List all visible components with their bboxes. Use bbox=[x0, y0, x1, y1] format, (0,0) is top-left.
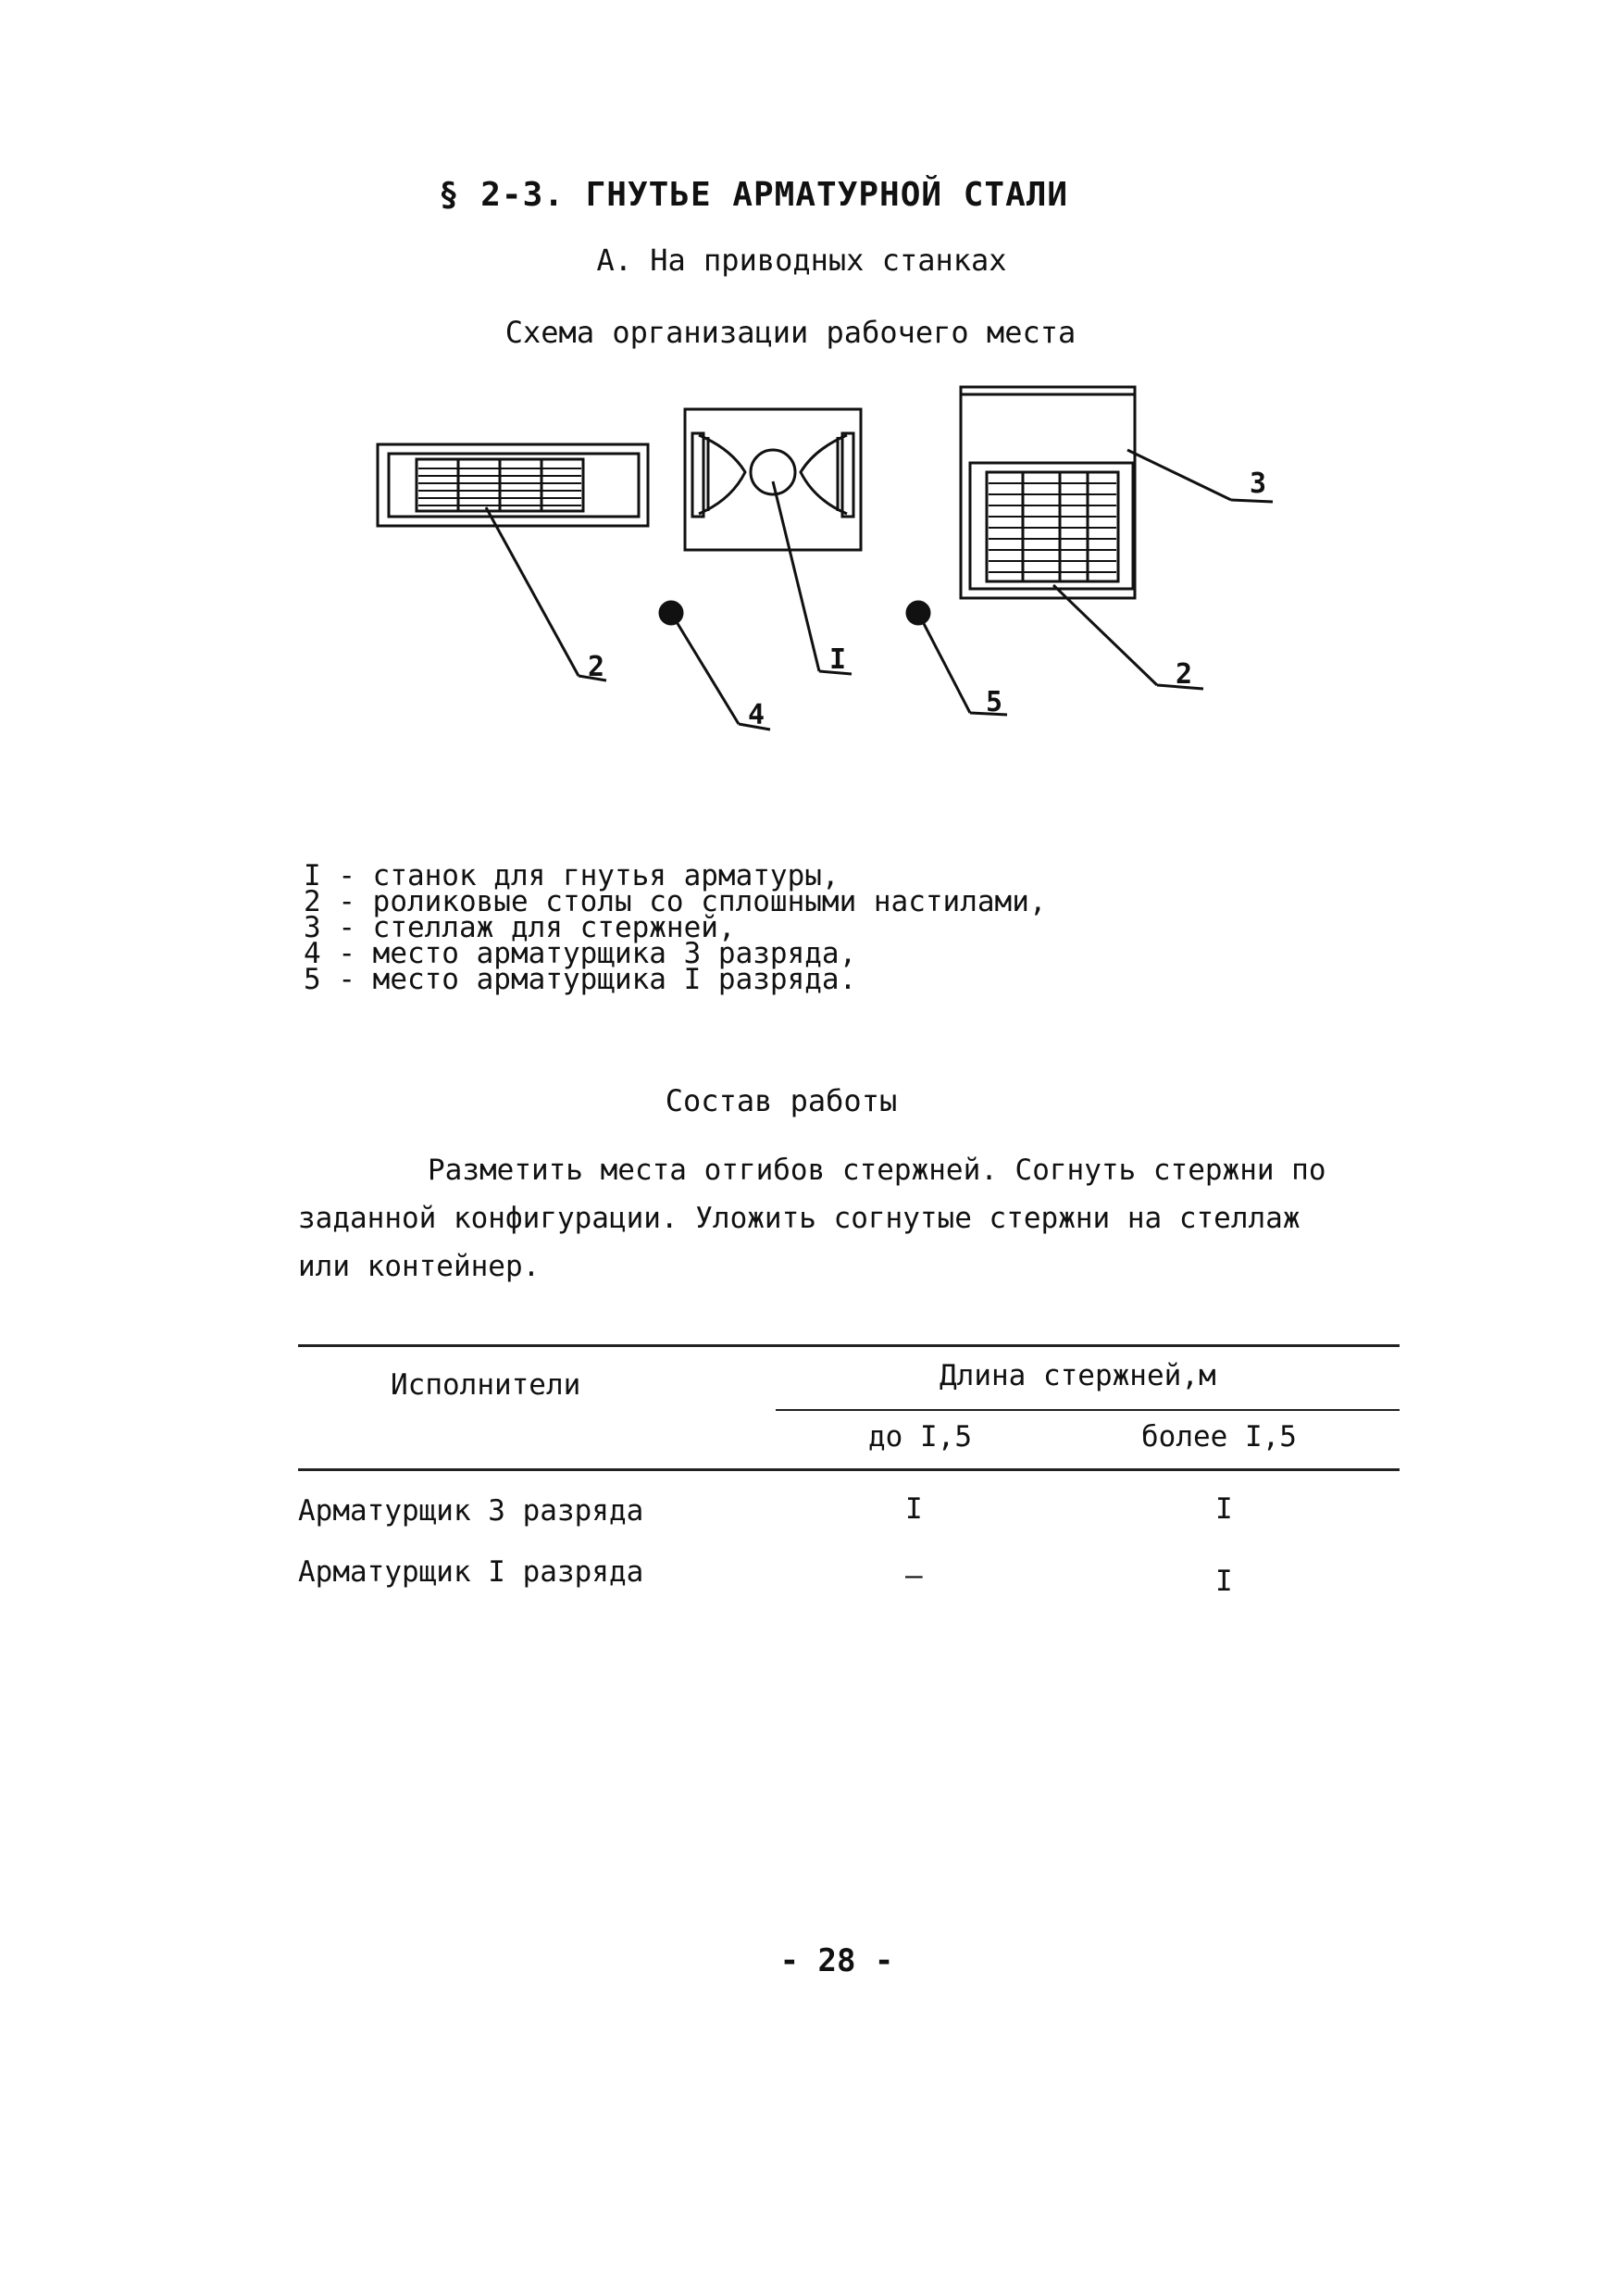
legend-item: 5 - место арматурщика I разряда. bbox=[304, 963, 857, 996]
legend-item: 4 - место арматурщика 3 разряда, bbox=[304, 937, 857, 970]
table-cell: I bbox=[905, 1492, 923, 1526]
bending-machine bbox=[685, 409, 861, 550]
roller-table-left bbox=[378, 444, 648, 526]
table-top-rule bbox=[298, 1344, 1400, 1347]
section-subtitle: А. На приводных станках bbox=[596, 243, 1007, 278]
table-cell: I bbox=[1215, 1565, 1233, 1598]
scheme-caption: Схема организации рабочего места bbox=[504, 315, 1077, 350]
label-rack: 3 bbox=[1250, 468, 1267, 500]
legend-item: 2 - роликовые столы со сплошными настилами, bbox=[304, 885, 1047, 918]
table-cell: I bbox=[1215, 1492, 1233, 1526]
column-header-over-1-5: более I,5 bbox=[1141, 1420, 1297, 1454]
label-roller-table-left: 2 bbox=[588, 651, 605, 683]
label-worker-4: 4 bbox=[748, 699, 765, 731]
label-machine: I bbox=[829, 643, 847, 676]
table-cell: – bbox=[905, 1559, 923, 1592]
page-number: - 28 - bbox=[779, 1942, 894, 1979]
table-row-name: Арматурщик I разряда bbox=[298, 1555, 644, 1589]
column-header-up-to-1-5: до I,5 bbox=[868, 1420, 972, 1454]
label-worker-5: 5 bbox=[986, 686, 1003, 718]
legend-item: 3 - стеллаж для стержней, bbox=[304, 911, 736, 944]
legend-item: I - станок для гнутья арматуры, bbox=[304, 859, 840, 892]
page-title: § 2-3. ГНУТЬЕ АРМАТУРНОЙ СТАЛИ bbox=[438, 176, 1069, 214]
rack-and-roller-table-right bbox=[961, 387, 1135, 598]
workplace-scheme-diagram bbox=[352, 370, 1333, 759]
table-group-rule bbox=[776, 1409, 1400, 1411]
label-roller-table-right: 2 bbox=[1176, 658, 1193, 691]
work-heading: Состав работы bbox=[665, 1083, 898, 1118]
legend bbox=[304, 859, 1047, 996]
work-description: Разметить места отгибов стержней. Согнуть стержни по заданной конфигурации. Уложить согнутые стержни на стеллаж или контейнер. bbox=[298, 1154, 1326, 1283]
column-header-length: Длина стержней,м bbox=[940, 1359, 1216, 1392]
table-header-rule bbox=[298, 1468, 1400, 1471]
table-row-name: Арматурщик 3 разряда bbox=[298, 1494, 644, 1528]
column-header-executors: Исполнители bbox=[391, 1368, 581, 1402]
